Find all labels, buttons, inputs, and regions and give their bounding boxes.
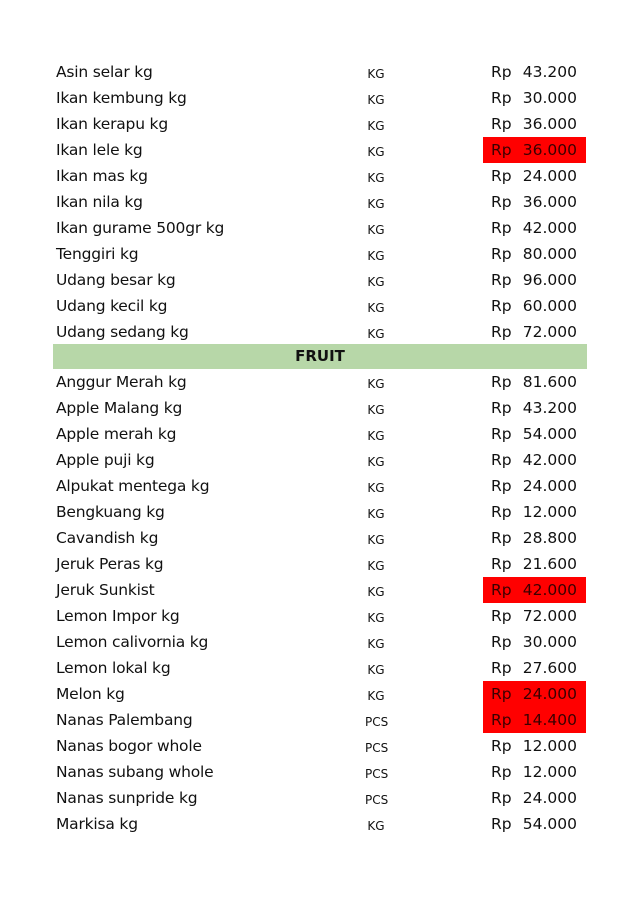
item-unit: PCS	[365, 793, 389, 807]
item-unit: PCS	[365, 715, 389, 729]
item-unit: KG	[367, 171, 385, 185]
price-cell	[483, 421, 586, 447]
item-name: Ikan gurame 500gr kg	[56, 219, 225, 237]
price-cell	[483, 163, 586, 189]
item-unit: KG	[367, 377, 385, 391]
price-cell	[483, 267, 586, 293]
currency-label: Rp	[491, 63, 512, 81]
price-amount: 28.800	[522, 529, 577, 547]
currency-label: Rp	[491, 815, 512, 833]
table-row	[53, 421, 587, 447]
item-unit: KG	[367, 507, 385, 521]
price-cell	[483, 111, 586, 137]
price-cell	[483, 395, 586, 421]
price-amount: 42.000	[522, 219, 577, 237]
table-row	[53, 785, 587, 811]
price-amount: 54.000	[522, 815, 577, 833]
table-row	[53, 499, 587, 525]
table-row	[53, 85, 587, 111]
currency-label: Rp	[491, 89, 512, 107]
price-cell-highlighted	[483, 707, 586, 733]
price-cell	[483, 785, 586, 811]
price-amount: 24.000	[522, 167, 577, 185]
currency-label: Rp	[491, 581, 512, 599]
item-name: Cavandish kg	[56, 529, 159, 547]
price-amount: 30.000	[522, 89, 577, 107]
currency-label: Rp	[491, 115, 512, 133]
price-amount: 81.600	[522, 373, 577, 391]
price-amount: 43.200	[522, 63, 577, 81]
item-unit: KG	[367, 67, 385, 81]
price-cell	[483, 85, 586, 111]
item-name: Nanas bogor whole	[56, 737, 202, 755]
item-unit: KG	[367, 275, 385, 289]
item-name: Jeruk Peras kg	[56, 555, 164, 573]
table-row	[53, 577, 587, 603]
price-cell	[483, 525, 586, 551]
item-name: Ikan nila kg	[56, 193, 143, 211]
item-name: Udang besar kg	[56, 271, 176, 289]
item-unit: KG	[367, 93, 385, 107]
table-row	[53, 369, 587, 395]
price-amount: 30.000	[522, 633, 577, 651]
table-row	[53, 215, 587, 241]
price-amount: 43.200	[522, 399, 577, 417]
item-name: Anggur Merah kg	[56, 373, 187, 391]
item-name: Lemon lokal kg	[56, 659, 171, 677]
item-unit: KG	[367, 403, 385, 417]
table-row	[53, 707, 587, 733]
item-name: Lemon Impor kg	[56, 607, 180, 625]
item-unit: KG	[367, 145, 385, 159]
price-amount: 42.000	[522, 451, 577, 469]
currency-label: Rp	[491, 633, 512, 651]
price-amount: 72.000	[522, 323, 577, 341]
price-cell-highlighted	[483, 137, 586, 163]
price-amount: 96.000	[522, 271, 577, 289]
item-unit: KG	[367, 327, 385, 341]
price-cell	[483, 473, 586, 499]
table-row	[53, 111, 587, 137]
table-row	[53, 189, 587, 215]
currency-label: Rp	[491, 503, 512, 521]
price-cell	[483, 655, 586, 681]
table-row	[53, 733, 587, 759]
price-cell	[483, 59, 586, 85]
price-cell	[483, 293, 586, 319]
item-name: Lemon calivornia kg	[56, 633, 209, 651]
price-amount: 36.000	[522, 115, 577, 133]
price-cell-highlighted	[483, 681, 586, 707]
item-unit: KG	[367, 455, 385, 469]
table-row	[53, 603, 587, 629]
table-row	[53, 551, 587, 577]
price-cell	[483, 319, 586, 345]
item-unit: KG	[367, 429, 385, 443]
currency-label: Rp	[491, 555, 512, 573]
item-unit: KG	[367, 585, 385, 599]
item-unit: KG	[367, 663, 385, 677]
item-unit: KG	[367, 819, 385, 833]
currency-label: Rp	[491, 737, 512, 755]
currency-label: Rp	[491, 659, 512, 677]
currency-label: Rp	[491, 477, 512, 495]
price-cell	[483, 629, 586, 655]
currency-label: Rp	[491, 167, 512, 185]
currency-label: Rp	[491, 271, 512, 289]
currency-label: Rp	[491, 763, 512, 781]
item-unit: KG	[367, 611, 385, 625]
item-name: Apple puji kg	[56, 451, 155, 469]
currency-label: Rp	[491, 297, 512, 315]
table-row	[53, 447, 587, 473]
item-name: Jeruk Sunkist	[56, 581, 155, 599]
currency-label: Rp	[491, 323, 512, 341]
price-amount: 12.000	[522, 763, 577, 781]
price-amount: 12.000	[522, 503, 577, 521]
item-unit: KG	[367, 301, 385, 315]
item-name: Nanas sunpride kg	[56, 789, 198, 807]
table-row	[53, 319, 587, 345]
item-name: Udang sedang kg	[56, 323, 189, 341]
item-name: Melon kg	[56, 685, 125, 703]
item-name: Ikan kembung kg	[56, 89, 187, 107]
price-cell	[483, 551, 586, 577]
price-cell	[483, 241, 586, 267]
table-row	[53, 473, 587, 499]
table-row	[53, 655, 587, 681]
table-row	[53, 759, 587, 785]
item-name: Apple merah kg	[56, 425, 177, 443]
currency-label: Rp	[491, 373, 512, 391]
table-row	[53, 137, 587, 163]
price-amount: 54.000	[522, 425, 577, 443]
table-row	[53, 525, 587, 551]
item-unit: KG	[367, 197, 385, 211]
item-name: Ikan mas kg	[56, 167, 148, 185]
price-amount: 14.400	[522, 711, 577, 729]
price-amount: 12.000	[522, 737, 577, 755]
currency-label: Rp	[491, 245, 512, 263]
price-amount: 21.600	[522, 555, 577, 573]
currency-label: Rp	[491, 193, 512, 211]
item-name: Markisa kg	[56, 815, 138, 833]
table-row	[53, 293, 587, 319]
table-row	[53, 681, 587, 707]
price-amount: 42.000	[522, 581, 577, 599]
price-cell	[483, 603, 586, 629]
price-cell	[483, 369, 586, 395]
item-name: Ikan kerapu kg	[56, 115, 168, 133]
price-list-sheet	[53, 59, 587, 837]
price-amount: 24.000	[522, 477, 577, 495]
price-cell	[483, 447, 586, 473]
item-unit: PCS	[365, 767, 389, 781]
item-name: Ikan lele kg	[56, 141, 143, 159]
table-row	[53, 395, 587, 421]
item-unit: PCS	[365, 741, 389, 755]
price-cell	[483, 189, 586, 215]
table-row	[53, 59, 587, 85]
item-name: Bengkuang kg	[56, 503, 165, 521]
price-amount: 60.000	[522, 297, 577, 315]
price-cell	[483, 215, 586, 241]
item-name: Asin selar kg	[56, 63, 153, 81]
price-cell	[483, 759, 586, 785]
currency-label: Rp	[491, 685, 512, 703]
price-amount: 80.000	[522, 245, 577, 263]
table-row	[53, 163, 587, 189]
price-cell-highlighted	[483, 577, 586, 603]
price-amount: 36.000	[522, 141, 577, 159]
currency-label: Rp	[491, 219, 512, 237]
currency-label: Rp	[491, 425, 512, 443]
item-name: Udang kecil kg	[56, 297, 168, 315]
item-unit: KG	[367, 533, 385, 547]
currency-label: Rp	[491, 789, 512, 807]
item-name: Nanas Palembang	[56, 711, 193, 729]
item-unit: KG	[367, 119, 385, 133]
item-unit: KG	[367, 559, 385, 573]
item-unit: KG	[367, 481, 385, 495]
price-cell	[483, 811, 586, 837]
currency-label: Rp	[491, 607, 512, 625]
item-unit: KG	[367, 689, 385, 703]
table-row	[53, 241, 587, 267]
item-name: Alpukat mentega kg	[56, 477, 210, 495]
price-cell	[483, 499, 586, 525]
price-amount: 24.000	[522, 685, 577, 703]
item-name: Apple Malang kg	[56, 399, 183, 417]
price-cell	[483, 733, 586, 759]
item-unit: KG	[367, 637, 385, 651]
price-amount: 72.000	[522, 607, 577, 625]
currency-label: Rp	[491, 529, 512, 547]
item-unit: KG	[367, 249, 385, 263]
price-amount: 27.600	[522, 659, 577, 677]
category-header: FRUIT	[53, 344, 587, 369]
currency-label: Rp	[491, 451, 512, 469]
price-amount: 24.000	[522, 789, 577, 807]
item-name: Tenggiri kg	[56, 245, 139, 263]
item-name: Nanas subang whole	[56, 763, 214, 781]
price-amount: 36.000	[522, 193, 577, 211]
currency-label: Rp	[491, 141, 512, 159]
table-row	[53, 811, 587, 837]
item-unit: KG	[367, 223, 385, 237]
table-row	[53, 629, 587, 655]
currency-label: Rp	[491, 399, 512, 417]
currency-label: Rp	[491, 711, 512, 729]
table-row	[53, 267, 587, 293]
